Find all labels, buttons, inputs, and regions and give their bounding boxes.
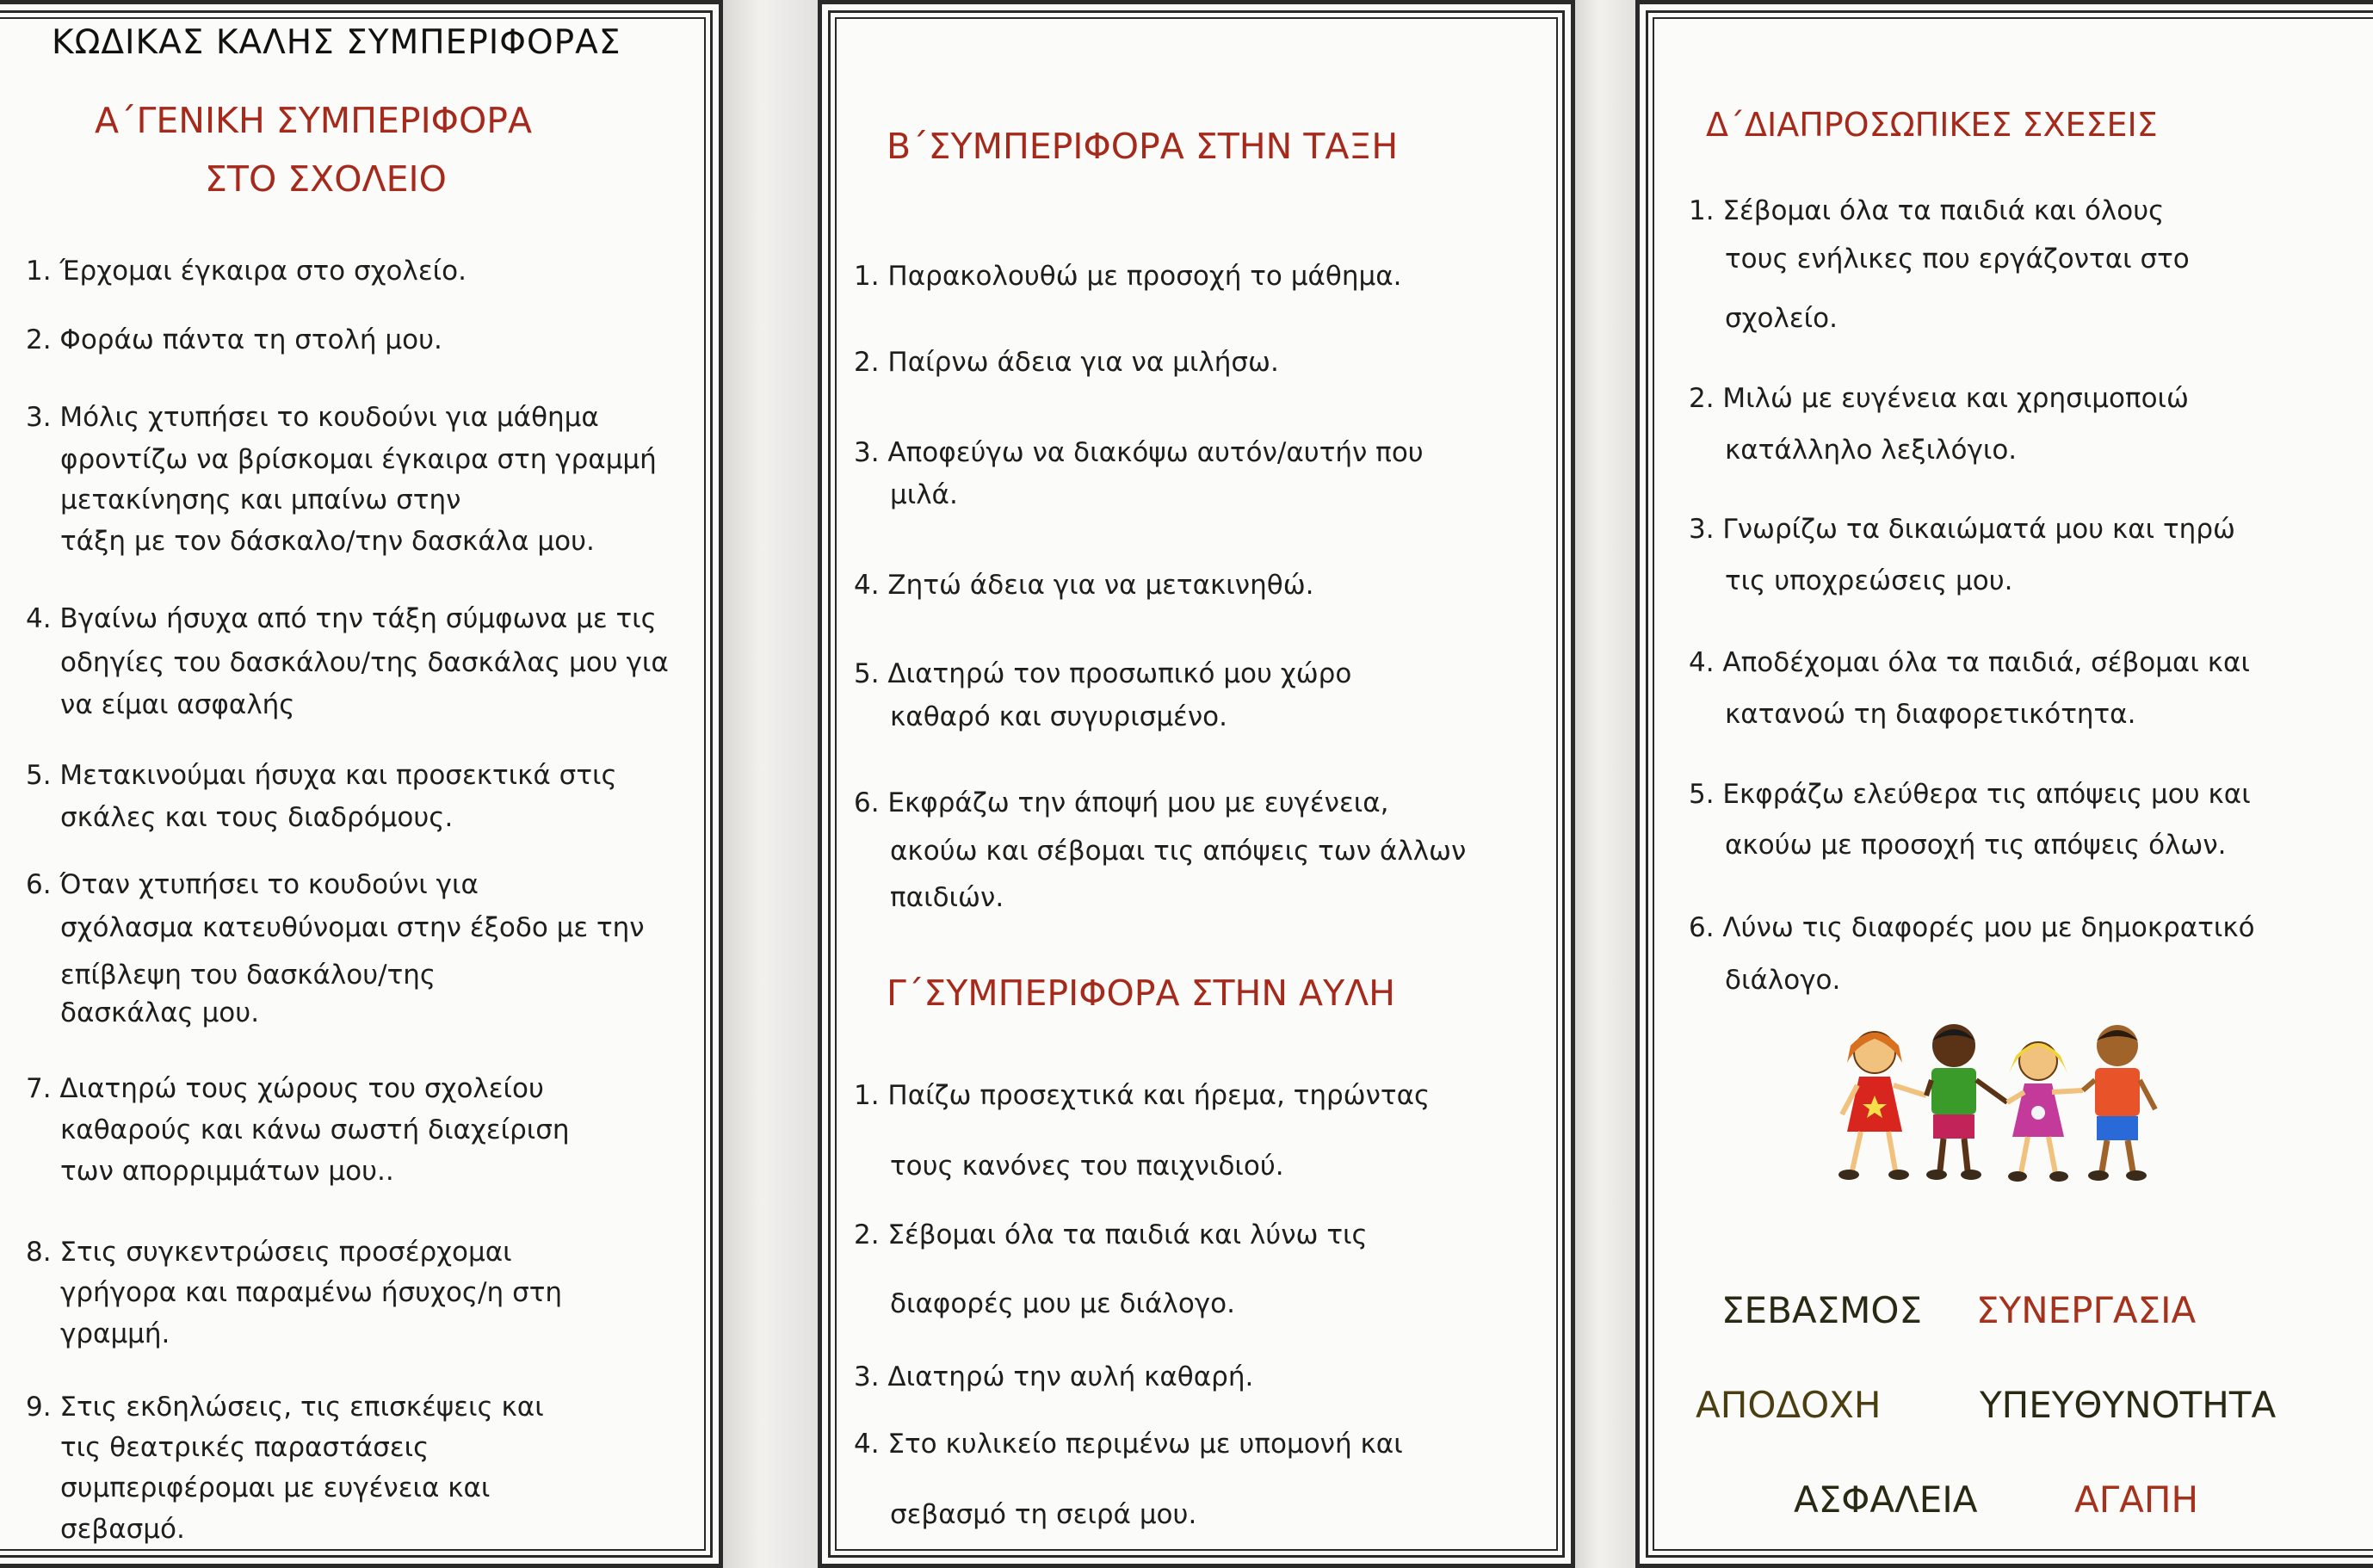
rule-c2-line2: διαφορές μου με διάλογο.	[890, 1288, 1235, 1319]
children-holding-hands-icon	[1825, 1020, 2169, 1192]
rule-d1-line1: 1. Σέβομαι όλα τα παιδιά και όλους	[1689, 195, 2165, 226]
rule-a6-line4: δασκάλας μου.	[60, 997, 260, 1028]
value-acceptance: ΑΠΟΔΟΧΗ	[1696, 1384, 1882, 1426]
panel-class-and-yard-behavior	[818, 0, 1575, 1568]
rule-c3-line1: 3. Διατηρώ την αυλή καθαρή.	[854, 1361, 1254, 1392]
fold-gutter-right	[1575, 0, 1635, 1568]
rule-d5-line1: 5. Εκφράζω ελεύθερα τις απόψεις μου και	[1689, 779, 2251, 810]
value-love: ΑΓΑΠΗ	[2074, 1478, 2199, 1521]
rule-b3-line2: μιλά.	[890, 479, 958, 510]
rule-a9-line1: 9. Στις εκδηλώσεις, τις επισκέψεις και	[26, 1392, 544, 1423]
rule-a5-line1: 5. Μετακινούμαι ήσυχα και προσεκτικά στις	[26, 760, 617, 791]
value-responsibility: ΥΠΕΥΘΥΝΟΤΗΤΑ	[1980, 1384, 2277, 1426]
rule-a8-line3: γραμμή.	[60, 1318, 170, 1349]
rule-a7-line1: 7. Διατηρώ τους χώρους του σχολείου	[26, 1073, 544, 1104]
rule-b4-line1: 4. Ζητώ άδεια για να μετακινηθώ.	[854, 570, 1314, 601]
section-a-heading-line2: ΣΤΟ ΣΧΟΛΕΙΟ	[205, 158, 447, 200]
value-cooperation: ΣΥΝΕΡΓΑΣΙΑ	[1976, 1289, 2197, 1331]
rule-d3-line2: τις υποχρεώσεις μου.	[1725, 565, 2013, 596]
rule-b6-line1: 6. Εκφράζω την άποψή μου με ευγένεια,	[854, 787, 1389, 818]
rule-b1-line1: 1. Παρακολουθώ με προσοχή το μάθημα.	[854, 261, 1402, 292]
panel-interpersonal-relations	[1635, 0, 2373, 1568]
rule-b3-line1: 3. Αποφεύγω να διακόψω αυτόν/αυτήν που	[854, 437, 1424, 468]
rule-a3-line2: φροντίζω να βρίσκομαι έγκαιρα στη γραμμή	[60, 444, 657, 475]
rule-c2-line1: 2. Σέβομαι όλα τα παιδιά και λύνω τις	[854, 1219, 1368, 1250]
rule-a4-line2: οδηγίες του δασκάλου/της δασκάλας μου για	[60, 647, 669, 678]
document-title: ΚΩΔΙΚΑΣ ΚΑΛΗΣ ΣΥΜΠΕΡΙΦΟΡΑΣ	[52, 23, 621, 62]
rule-c1-line1: 1. Παίζω προσεχτικά και ήρεμα, τηρώντας	[854, 1080, 1431, 1111]
rule-a3-line4: τάξη με τον δάσκαλο/την δασκάλα μου.	[60, 526, 595, 557]
rule-a7-line2: καθαρούς και κάνω σωστή διαχείριση	[60, 1114, 570, 1145]
fold-gutter-left	[723, 0, 818, 1568]
section-d-heading: Δ΄ΔΙΑΠΡΟΣΩΠΙΚΕΣ ΣΧΕΣΕΙΣ	[1706, 106, 2158, 144]
rule-d3-line1: 3. Γνωρίζω τα δικαιώματά μου και τηρώ	[1689, 514, 2235, 545]
rule-b6-line3: παιδιών.	[890, 882, 1004, 913]
rule-a9-line4: σεβασμό.	[60, 1514, 185, 1545]
rule-b6-line2: ακούω και σέβομαι τις απόψεις των άλλων	[890, 836, 1467, 867]
child-boy-green-icon	[1926, 1024, 2007, 1180]
rule-d4-line2: κατανοώ τη διαφορετικότητα.	[1725, 699, 2136, 730]
section-c-heading: Γ΄ΣΥΜΠΕΡΙΦΟΡΑ ΣΤΗΝ ΑΥΛΗ	[887, 972, 1396, 1014]
child-girl-red-icon	[1838, 1032, 1926, 1180]
rule-c4-line1: 4. Στο κυλικείο περιμένω με υπομονή και	[854, 1429, 1403, 1460]
rule-d2-line2: κατάλληλο λεξιλόγιο.	[1725, 435, 2018, 466]
rule-c4-line2: σεβασμό τη σειρά μου.	[890, 1499, 1197, 1530]
rule-a4-line1: 4. Βγαίνω ήσυχα από την τάξη σύμφωνα με τις	[26, 603, 657, 634]
section-a-heading-line1: Α΄ΓΕΝΙΚΗ ΣΥΜΠΕΡΙΦΟΡΑ	[95, 100, 532, 141]
rule-a7-line3: των απορριμμάτων μου..	[60, 1156, 394, 1187]
rule-b2-line1: 2. Παίρνω άδεια για να μιλήσω.	[854, 347, 1279, 378]
panel-general-behavior	[0, 0, 723, 1568]
rule-a9-line2: τις θεατρικές παραστάσεις	[60, 1432, 429, 1463]
rule-a1-line1: 1. Έρχομαι έγκαιρα στο σχολείο.	[26, 256, 467, 287]
child-boy-orange-icon	[2083, 1025, 2155, 1181]
rule-d6-line1: 6. Λύνω τις διαφορές μου με δημοκρατικό	[1689, 912, 2255, 943]
rule-a9-line3: συμπεριφέρομαι με ευγένεια και	[60, 1472, 491, 1503]
rule-d1-line2: τους ενήλικες που εργάζονται στο	[1725, 244, 2190, 275]
child-girl-purple-icon	[2007, 1042, 2083, 1182]
rule-a8-line1: 8. Στις συγκεντρώσεις προσέρχομαι	[26, 1237, 512, 1268]
rule-a8-line2: γρήγορα και παραμένω ήσυχος/η στη	[60, 1277, 563, 1308]
rule-a3-line3: μετακίνησης και μπαίνω στην	[60, 485, 461, 515]
rule-c1-line2: τους κανόνες του παιχνιδιού.	[890, 1151, 1284, 1182]
rule-b5-line2: καθαρό και συγυρισμένο.	[890, 701, 1227, 732]
rule-d5-line2: ακούω με προσοχή τις απόψεις όλων.	[1725, 830, 2227, 861]
rule-a4-line3: να είμαι ασφαλής	[60, 689, 295, 720]
rule-a6-line2: σχόλασμα κατευθύνομαι στην έξοδο με την	[60, 912, 645, 943]
rule-d4-line1: 4. Αποδέχομαι όλα τα παιδιά, σέβομαι και	[1689, 647, 2250, 678]
rule-d6-line2: διάλογο.	[1725, 965, 1841, 996]
value-respect: ΣΕΒΑΣΜΟΣ	[1721, 1289, 1922, 1331]
rule-a6-line3: επίβλεψη του δασκάλου/της	[60, 960, 436, 991]
rule-a2-line1: 2. Φοράω πάντα τη στολή μου.	[26, 324, 442, 355]
rule-d2-line1: 2. Μιλώ με ευγένεια και χρησιμοποιώ	[1689, 383, 2189, 414]
rule-a6-line1: 6. Όταν χτυπήσει το κουδούνι για	[26, 869, 479, 900]
rule-a3-line1: 3. Μόλις χτυπήσει το κουδούνι για μάθημα	[26, 402, 599, 433]
rule-d1-line3: σχολείο.	[1725, 303, 1838, 334]
rule-b5-line1: 5. Διατηρώ τον προσωπικό μου χώρο	[854, 658, 1352, 689]
rule-a5-line2: σκάλες και τους διαδρόμους.	[60, 802, 454, 833]
section-b-heading: Β΄ΣΥΜΠΕΡΙΦΟΡΑ ΣΤΗΝ ΤΑΞΗ	[887, 126, 1399, 167]
value-safety: ΑΣΦΑΛΕΙΑ	[1794, 1478, 1978, 1521]
